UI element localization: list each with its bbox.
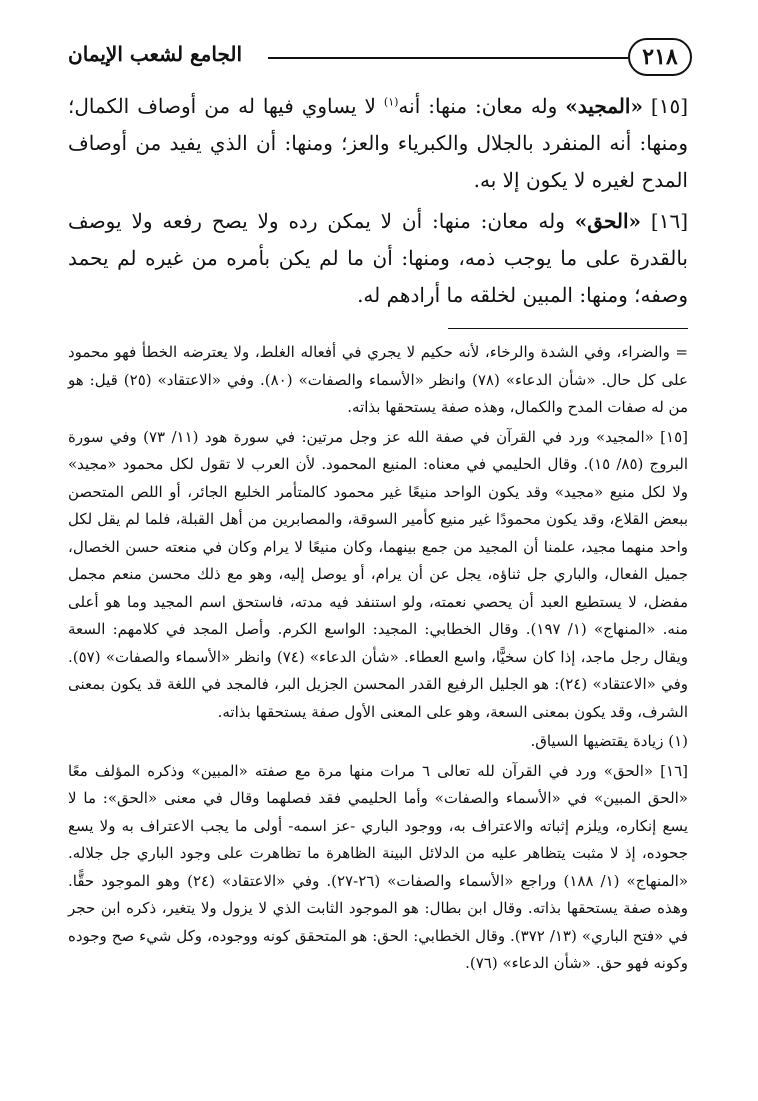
note-15: [١٥] «المجيد» ورد في القرآن في صفة الله عز وجل مرتين: في سورة هود (١١/ ٧٣) وفي سورة البروج (٨٥/ ١٥). وقال الحليمي في معناه: المنيع المحمود. لأن العرب لا تقول لكل محمود «مجيد» ولا لكل منيع «مجيد» وقد يكون الواحد منيعًا غير محمود كالمتأمر الخليع الجائر، أو اللص المتحصن ببعض القلاع، وقد يكون محمودًا غير منيع كأمير السوقة، والمصابرين من أهل القبلة، فلما لم يقل لكل واحد منهما مجيد، علمنا أن المجيد من جمع بينهما، وكان منيعًا لا يرام وكان في منعته حسن الخصال، جميل الفعال، والباري جل ثناؤه، يجل عن أن يرام، أو يوصل إليه، وهو مع ذلك محسن منعم مجمل مفضل، لا يستطيع العبد أن يحصي نعمته، ولو استنفد فيه مدته، فاستحق اسم المجيد وما هو أعلى منه. «المنهاج» (١/ ١٩٧). وقال الخطابي: المجيد: الواسع الكرم. وأصل المجد في كلامهم: السعة ويقال رجل ماجد، إذا كان سخيًّا، واسع العطاء. «شأن الدعاء» (٧٤) وانظر «الأسماء والصفات» (٥٧). وفي «الاعتقاد» (٢٤): هو الجليل الرفيع القدر المحسن الجزيل البر، فالمجد في اللغة قد يكون بمعنى الشرف، وقد يكون بمعنى السعة، وهو على المعنى الأول صفة يستحقها بذاته. [68, 427, 689, 721]
entry-15 [68, 88, 688, 199]
entry-number: [١٦] [650, 209, 689, 233]
note-1: (١) زيادة يقتضيها السياق. [530, 732, 688, 750]
header-rule [268, 57, 628, 59]
entry-number: [١٥] [650, 94, 689, 118]
main-text [68, 88, 688, 314]
entry-text: لا يساوي فيها له من أوصاف الكمال؛ ومنها: أنه المنفرد بالجلال والكبرياء والعز؛ ومنها: أن الذي يفيد من أوصاف المدح لغيره لا يكون إلا به. [68, 94, 688, 192]
entry-text: وله معان: منها: أنه [398, 94, 558, 118]
entry-text: وله معان: منها: أن لا يمكن رده ولا يصح رفعه ولا يوصف بالقدرة على ما يوجب ذمه، ومنها: أن ما لم يكن بأمره من غيره لم يحمد وصفه؛ ومنها: المبين لخلقه ما أرادهم له. [68, 209, 688, 307]
note-16: [١٦] «الحق» ورد في القرآن لله تعالى ٦ مرات منها مرة مع صفته «المبين» وذكره المؤلف معًا «الحق المبين» في «الأسماء والصفات» وأما الحليمي فقد فصلهما وقال في معنى «الحق»: ما لا يسع إنكاره، ويلزم إثباته والاعتراف به، ووجود الباري -عز اسمه- أولى ما يجب الاعتراف به ولا يسع جحوده، إذ لا مثبت يتظاهر عليه من الدلائل البينة الظاهرة ما تظاهرت على وجود الباري جل جلاله. «المنهاج» (١/ ١٨٨) وراجع «الأسماء والصفات» (٢٦-٢٧). وفي «الاعتقاد» (٢٤) وهو الموجود حقًّا. وهذه صفة يستحقها بذاته. وقال ابن بطال: هو الموجود الثابت الذي لا يزول ولا يتغير، ذكره ابن حجر في «فتح الباري» (١٣/ ٣٧٢). وقال الخطابي: الحق: هو المتحقق كونه ووجوده، وكل شيء صح وجوده وكونه فهو حق. «شأن الدعاء» (٧٦). [68, 761, 689, 972]
footnotes [68, 339, 688, 978]
page-header [68, 38, 688, 82]
entry-16 [68, 203, 688, 314]
footnote-marker: (١) [383, 95, 399, 109]
entry-term: «المجيد» [565, 94, 643, 118]
page-number: ٢١٨ [628, 38, 692, 76]
note-continuation: = والضراء، وفي الشدة والرخاء، لأنه حكيم لا يجري في أفعاله الغلط، ولا يعترضه الخطأ فهو محمود على كل حال. «شأن الدعاء» (٧٨) وانظر «الأسماء والصفات» (٨٠). وفي «الاعتقاد» (٢٥) قيل: هو من له صفات المدح والكمال، وهذه صفة يستحقها بذاته. [68, 343, 688, 416]
running-title: الجامع لشعب الإيمان [68, 42, 243, 66]
entry-term: «الحق» [574, 209, 642, 233]
footnote-separator [448, 328, 688, 329]
